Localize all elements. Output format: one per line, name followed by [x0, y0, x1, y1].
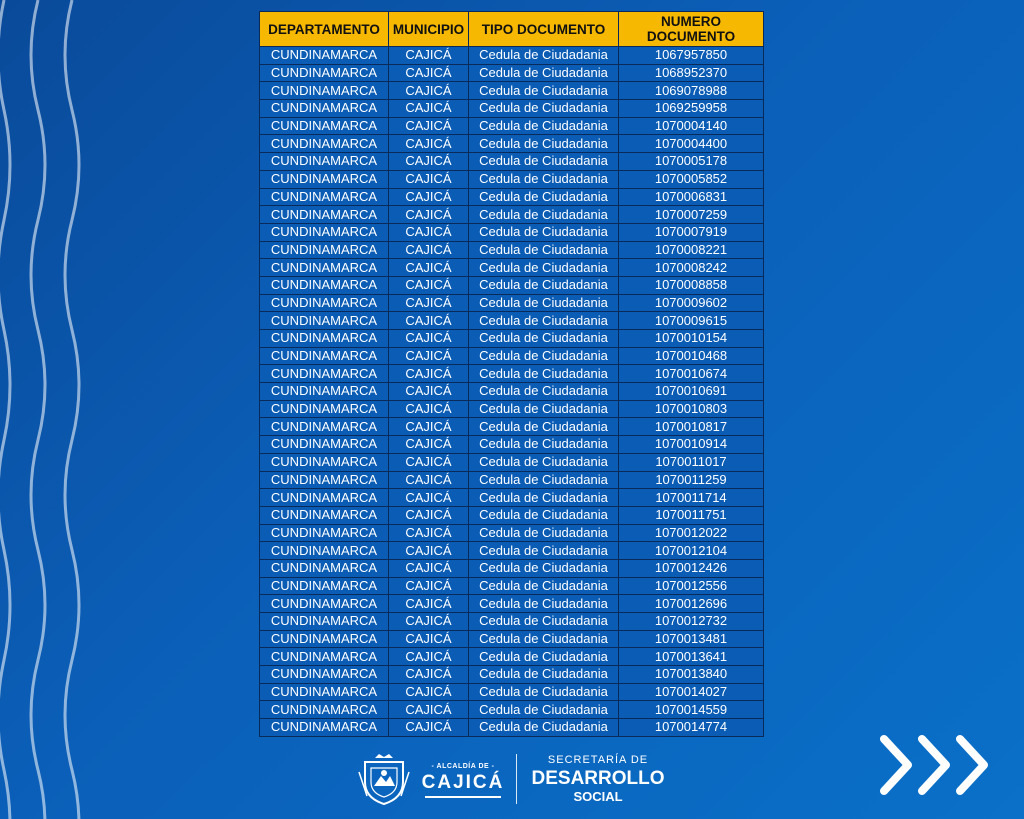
cell-numero-documento: 1070013840: [619, 666, 764, 684]
cell-numero-documento: 1070012022: [619, 524, 764, 542]
cell-municipio: CAJICÁ: [389, 241, 469, 259]
cell-numero-documento: 1070012426: [619, 559, 764, 577]
cell-numero-documento: 1067957850: [619, 47, 764, 65]
cell-municipio: CAJICÁ: [389, 559, 469, 577]
cell-tipo-documento: Cedula de Ciudadania: [469, 542, 619, 560]
cell-departamento: CUNDINAMARCA: [260, 613, 389, 631]
cell-numero-documento: 1068952370: [619, 64, 764, 82]
footer-branding: [355, 752, 675, 808]
cell-municipio: CAJICÁ: [389, 630, 469, 648]
cell-tipo-documento: Cedula de Ciudadania: [469, 719, 619, 737]
cell-departamento: CUNDINAMARCA: [260, 170, 389, 188]
cell-numero-documento: 1070011017: [619, 453, 764, 471]
cell-departamento: CUNDINAMARCA: [260, 383, 389, 401]
cell-tipo-documento: Cedula de Ciudadania: [469, 489, 619, 507]
cell-tipo-documento: Cedula de Ciudadania: [469, 383, 619, 401]
header-municipio: MUNICIPIO: [389, 12, 469, 47]
table-row: [260, 47, 764, 65]
cell-departamento: CUNDINAMARCA: [260, 453, 389, 471]
cell-municipio: CAJICÁ: [389, 400, 469, 418]
document-table: [259, 11, 764, 737]
header-departamento: DEPARTAMENTO: [260, 12, 389, 47]
cell-departamento: CUNDINAMARCA: [260, 100, 389, 118]
cell-departamento: CUNDINAMARCA: [260, 595, 389, 613]
cell-numero-documento: 1070011259: [619, 471, 764, 489]
cell-municipio: CAJICÁ: [389, 259, 469, 277]
cell-numero-documento: 1070010691: [619, 383, 764, 401]
table-row: [260, 223, 764, 241]
cell-departamento: CUNDINAMARCA: [260, 418, 389, 436]
table-row: [260, 630, 764, 648]
cell-municipio: CAJICÁ: [389, 82, 469, 100]
cell-departamento: CUNDINAMARCA: [260, 489, 389, 507]
cell-municipio: CAJICÁ: [389, 188, 469, 206]
cell-departamento: CUNDINAMARCA: [260, 719, 389, 737]
cell-tipo-documento: Cedula de Ciudadania: [469, 453, 619, 471]
social-label: SOCIAL: [573, 789, 623, 804]
cell-numero-documento: 1070006831: [619, 188, 764, 206]
cell-departamento: CUNDINAMARCA: [260, 117, 389, 135]
cell-tipo-documento: Cedula de Ciudadania: [469, 418, 619, 436]
cell-departamento: CUNDINAMARCA: [260, 188, 389, 206]
table-row: [260, 206, 764, 224]
triple-chevron-right-icon[interactable]: [878, 733, 996, 797]
header-tipo-documento: TIPO DOCUMENTO: [469, 12, 619, 47]
cell-tipo-documento: Cedula de Ciudadania: [469, 666, 619, 684]
cell-numero-documento: 1070010803: [619, 400, 764, 418]
table-row: [260, 347, 764, 365]
cell-tipo-documento: Cedula de Ciudadania: [469, 153, 619, 171]
decorative-wave-lines: [0, 0, 110, 819]
cell-numero-documento: 1070011714: [619, 489, 764, 507]
table-row: [260, 595, 764, 613]
cell-numero-documento: 1070010674: [619, 365, 764, 383]
cell-departamento: CUNDINAMARCA: [260, 259, 389, 277]
cell-numero-documento: 1069259958: [619, 100, 764, 118]
cell-tipo-documento: Cedula de Ciudadania: [469, 365, 619, 383]
cell-departamento: CUNDINAMARCA: [260, 64, 389, 82]
cell-municipio: CAJICÁ: [389, 153, 469, 171]
cell-municipio: CAJICÁ: [389, 701, 469, 719]
cell-municipio: CAJICÁ: [389, 64, 469, 82]
cell-municipio: CAJICÁ: [389, 436, 469, 454]
cell-tipo-documento: Cedula de Ciudadania: [469, 259, 619, 277]
alcaldia-label: - ALCALDÍA DE -: [431, 763, 495, 770]
cell-numero-documento: 1070004140: [619, 117, 764, 135]
cell-numero-documento: 1070014027: [619, 683, 764, 701]
cell-tipo-documento: Cedula de Ciudadania: [469, 223, 619, 241]
table-row: [260, 683, 764, 701]
cell-tipo-documento: Cedula de Ciudadania: [469, 276, 619, 294]
cell-tipo-documento: Cedula de Ciudadania: [469, 64, 619, 82]
cell-tipo-documento: Cedula de Ciudadania: [469, 648, 619, 666]
cell-tipo-documento: Cedula de Ciudadania: [469, 506, 619, 524]
cell-numero-documento: 1070013481: [619, 630, 764, 648]
cell-municipio: CAJICÁ: [389, 595, 469, 613]
logo-underline: [425, 796, 501, 798]
table-row: [260, 506, 764, 524]
cell-numero-documento: 1070008221: [619, 241, 764, 259]
table-row: [260, 100, 764, 118]
cell-departamento: CUNDINAMARCA: [260, 506, 389, 524]
cell-numero-documento: 1070010817: [619, 418, 764, 436]
cell-municipio: CAJICÁ: [389, 489, 469, 507]
cell-tipo-documento: Cedula de Ciudadania: [469, 347, 619, 365]
table-row: [260, 577, 764, 595]
cell-tipo-documento: Cedula de Ciudadania: [469, 82, 619, 100]
table-row: [260, 259, 764, 277]
table-row: [260, 524, 764, 542]
table-row: [260, 471, 764, 489]
cell-departamento: CUNDINAMARCA: [260, 294, 389, 312]
table-row: [260, 383, 764, 401]
cell-numero-documento: 1070005178: [619, 153, 764, 171]
table-row: [260, 276, 764, 294]
cell-municipio: CAJICÁ: [389, 613, 469, 631]
cell-tipo-documento: Cedula de Ciudadania: [469, 100, 619, 118]
table-row: [260, 436, 764, 454]
desarrollo-label: DESARROLLO: [531, 768, 665, 789]
cell-numero-documento: 1070009602: [619, 294, 764, 312]
cell-municipio: CAJICÁ: [389, 383, 469, 401]
cell-municipio: CAJICÁ: [389, 666, 469, 684]
cell-departamento: CUNDINAMARCA: [260, 436, 389, 454]
cell-departamento: CUNDINAMARCA: [260, 630, 389, 648]
cell-tipo-documento: Cedula de Ciudadania: [469, 312, 619, 330]
table-row: [260, 170, 764, 188]
cell-departamento: CUNDINAMARCA: [260, 312, 389, 330]
cell-municipio: CAJICÁ: [389, 418, 469, 436]
table-row: [260, 188, 764, 206]
cell-departamento: CUNDINAMARCA: [260, 559, 389, 577]
cell-municipio: CAJICÁ: [389, 223, 469, 241]
cell-departamento: CUNDINAMARCA: [260, 241, 389, 259]
table-row: [260, 701, 764, 719]
header-numero-documento: NUMERO DOCUMENTO: [619, 12, 764, 47]
cell-numero-documento: 1070012732: [619, 613, 764, 631]
cell-municipio: CAJICÁ: [389, 683, 469, 701]
table-row: [260, 294, 764, 312]
cell-tipo-documento: Cedula de Ciudadania: [469, 206, 619, 224]
table-row: [260, 241, 764, 259]
table-row: [260, 330, 764, 348]
cell-numero-documento: 1070009615: [619, 312, 764, 330]
table-row: [260, 666, 764, 684]
cell-municipio: CAJICÁ: [389, 365, 469, 383]
cell-tipo-documento: Cedula de Ciudadania: [469, 330, 619, 348]
cell-tipo-documento: Cedula de Ciudadania: [469, 436, 619, 454]
cajica-logo-text: CAJICÁ: [421, 772, 505, 793]
cell-departamento: CUNDINAMARCA: [260, 577, 389, 595]
cell-municipio: CAJICÁ: [389, 47, 469, 65]
cell-tipo-documento: Cedula de Ciudadania: [469, 241, 619, 259]
cell-municipio: CAJICÁ: [389, 117, 469, 135]
cell-departamento: CUNDINAMARCA: [260, 206, 389, 224]
cell-departamento: CUNDINAMARCA: [260, 701, 389, 719]
cell-tipo-documento: Cedula de Ciudadania: [469, 577, 619, 595]
cell-numero-documento: 1070010914: [619, 436, 764, 454]
cell-numero-documento: 1070012696: [619, 595, 764, 613]
cell-departamento: CUNDINAMARCA: [260, 47, 389, 65]
cell-municipio: CAJICÁ: [389, 100, 469, 118]
table-row: [260, 542, 764, 560]
table-row: [260, 559, 764, 577]
cell-tipo-documento: Cedula de Ciudadania: [469, 188, 619, 206]
cell-departamento: CUNDINAMARCA: [260, 82, 389, 100]
table-body: [260, 47, 764, 737]
cell-numero-documento: 1070008858: [619, 276, 764, 294]
cell-municipio: CAJICÁ: [389, 453, 469, 471]
cell-municipio: CAJICÁ: [389, 506, 469, 524]
table-row: [260, 489, 764, 507]
cell-tipo-documento: Cedula de Ciudadania: [469, 630, 619, 648]
cell-tipo-documento: Cedula de Ciudadania: [469, 524, 619, 542]
cell-tipo-documento: Cedula de Ciudadania: [469, 471, 619, 489]
cell-tipo-documento: Cedula de Ciudadania: [469, 683, 619, 701]
cell-tipo-documento: Cedula de Ciudadania: [469, 701, 619, 719]
cell-numero-documento: 1069078988: [619, 82, 764, 100]
cell-departamento: CUNDINAMARCA: [260, 330, 389, 348]
table-row: [260, 117, 764, 135]
cell-municipio: CAJICÁ: [389, 577, 469, 595]
cell-departamento: CUNDINAMARCA: [260, 666, 389, 684]
cell-departamento: CUNDINAMARCA: [260, 223, 389, 241]
municipal-shield-icon: [357, 752, 411, 806]
cell-departamento: CUNDINAMARCA: [260, 683, 389, 701]
cell-municipio: CAJICÁ: [389, 312, 469, 330]
cell-departamento: CUNDINAMARCA: [260, 153, 389, 171]
cell-departamento: CUNDINAMARCA: [260, 135, 389, 153]
cell-departamento: CUNDINAMARCA: [260, 347, 389, 365]
table-row: [260, 135, 764, 153]
cell-departamento: CUNDINAMARCA: [260, 524, 389, 542]
cell-municipio: CAJICÁ: [389, 524, 469, 542]
cell-numero-documento: 1070012556: [619, 577, 764, 595]
cell-municipio: CAJICÁ: [389, 170, 469, 188]
cell-departamento: CUNDINAMARCA: [260, 276, 389, 294]
cell-tipo-documento: Cedula de Ciudadania: [469, 135, 619, 153]
cell-numero-documento: 1070010468: [619, 347, 764, 365]
cell-municipio: CAJICÁ: [389, 471, 469, 489]
secretaria-label: SECRETARÍA DE: [547, 754, 649, 766]
cell-municipio: CAJICÁ: [389, 276, 469, 294]
table-row: [260, 64, 764, 82]
table-row: [260, 400, 764, 418]
cell-numero-documento: 1070014559: [619, 701, 764, 719]
cell-numero-documento: 1070007919: [619, 223, 764, 241]
cell-tipo-documento: Cedula de Ciudadania: [469, 117, 619, 135]
cell-numero-documento: 1070008242: [619, 259, 764, 277]
cell-numero-documento: 1070014774: [619, 719, 764, 737]
cell-numero-documento: 1070007259: [619, 206, 764, 224]
cell-tipo-documento: Cedula de Ciudadania: [469, 595, 619, 613]
cell-tipo-documento: Cedula de Ciudadania: [469, 170, 619, 188]
cell-numero-documento: 1070005852: [619, 170, 764, 188]
table-row: [260, 453, 764, 471]
cell-numero-documento: 1070010154: [619, 330, 764, 348]
table-row: [260, 312, 764, 330]
table-header-row: [260, 12, 764, 47]
table-row: [260, 418, 764, 436]
cell-municipio: CAJICÁ: [389, 135, 469, 153]
cell-numero-documento: 1070012104: [619, 542, 764, 560]
footer-divider: [516, 754, 517, 804]
cell-municipio: CAJICÁ: [389, 347, 469, 365]
cell-numero-documento: 1070013641: [619, 648, 764, 666]
cell-municipio: CAJICÁ: [389, 330, 469, 348]
table-row: [260, 365, 764, 383]
table-row: [260, 719, 764, 737]
cell-tipo-documento: Cedula de Ciudadania: [469, 47, 619, 65]
cell-departamento: CUNDINAMARCA: [260, 471, 389, 489]
cell-municipio: CAJICÁ: [389, 542, 469, 560]
table-row: [260, 153, 764, 171]
table-row: [260, 82, 764, 100]
cell-numero-documento: 1070004400: [619, 135, 764, 153]
table-row: [260, 648, 764, 666]
cell-municipio: CAJICÁ: [389, 206, 469, 224]
cell-tipo-documento: Cedula de Ciudadania: [469, 294, 619, 312]
cell-municipio: CAJICÁ: [389, 719, 469, 737]
cell-municipio: CAJICÁ: [389, 294, 469, 312]
cell-departamento: CUNDINAMARCA: [260, 542, 389, 560]
cell-tipo-documento: Cedula de Ciudadania: [469, 559, 619, 577]
cell-municipio: CAJICÁ: [389, 648, 469, 666]
cell-departamento: CUNDINAMARCA: [260, 400, 389, 418]
cell-departamento: CUNDINAMARCA: [260, 648, 389, 666]
cell-tipo-documento: Cedula de Ciudadania: [469, 613, 619, 631]
cell-departamento: CUNDINAMARCA: [260, 365, 389, 383]
table-row: [260, 613, 764, 631]
cell-tipo-documento: Cedula de Ciudadania: [469, 400, 619, 418]
cell-numero-documento: 1070011751: [619, 506, 764, 524]
